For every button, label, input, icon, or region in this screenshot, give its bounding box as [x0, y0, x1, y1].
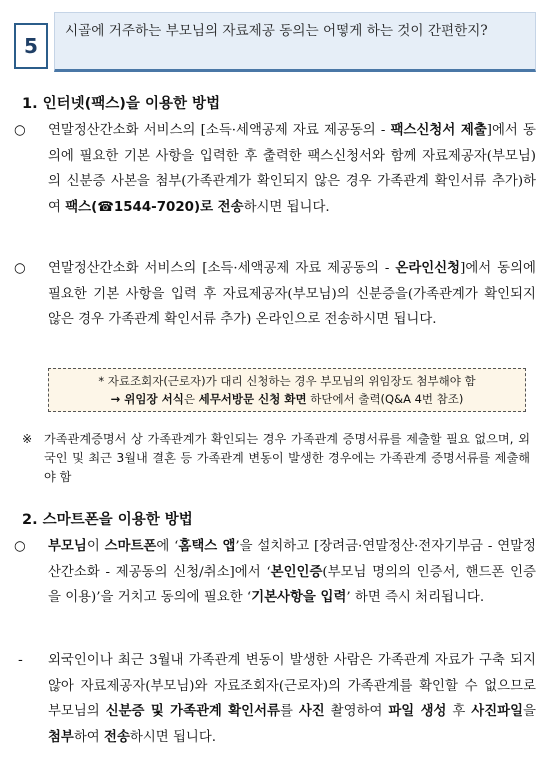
- bullet-dash: -: [18, 653, 23, 668]
- bold-segment: 위임장 서식: [124, 392, 184, 406]
- text-segment: 하시면 됩니다.: [129, 729, 217, 745]
- note-line2: [57, 390, 517, 408]
- bold-segment: 스마트폰: [104, 539, 157, 554]
- bold-segment: 본인인증: [270, 564, 323, 580]
- text-segment: 은: [183, 392, 199, 406]
- text-segment: 하시면 됩니다.: [243, 199, 330, 215]
- bold-segment: 팩스신청서 제출: [390, 123, 487, 138]
- section2-item2: [14, 648, 536, 750]
- text-segment: 를: [279, 704, 299, 719]
- bold-segment: 신분증 및 가족관계 확인서류: [105, 704, 280, 719]
- text-segment: ’을 설치하고 [장려금·연말정산·전자기부금 - 연말정산간소화 - 제공동의 신청/취소]에서 ‘: [48, 539, 536, 580]
- question-number-badge: 5: [14, 23, 48, 69]
- text-segment: ]에서 동의에 필요한 기본 사항을 입력 후 자료제공자(부모님)의 신분증을(가족관계가 확인되지 않은 경우 가족관계 확인서류 추가) 온라인으로 전송하시면 됩니다.: [48, 261, 536, 327]
- question-text: 시골에 거주하는 부모님의 자료제공 동의는 어떻게 하는 것이 간편한지?: [65, 23, 488, 39]
- section1-item2: [14, 256, 536, 333]
- footnote-text: 가족관계증명서 상 가족관계가 확인되는 경우 가족관계 증명서류를 제출할 필요 없으며, 외국인 및 최근 3월내 결혼 등 가족관계 변동이 발생한 경우에는 가족관계 증명서류를 제출해야 함: [44, 432, 530, 484]
- bold-segment: 전송: [104, 729, 130, 745]
- text-segment: 하여: [73, 729, 105, 745]
- bold-segment: 파일 생성: [388, 704, 447, 719]
- text-segment: 하단에서 출력(Q&A 4번 참조): [306, 392, 464, 406]
- bold-segment: 세무서방문 신청 화면: [198, 392, 307, 406]
- text-segment: 연말정산간소화 서비스의 [소득·세액공제 자료 제공동의 -: [48, 123, 391, 138]
- bold-segment: 팩스(☎1544-7020)로 전송: [65, 199, 244, 215]
- text-segment: 을: [523, 704, 536, 719]
- bullet-circle: ○: [14, 123, 26, 138]
- reference-mark: ※: [22, 432, 33, 446]
- note-line1: * 자료조회자(근로자)가 대리 신청하는 경우 부모님의 위임장도 첨부해야 함: [98, 374, 476, 388]
- text-segment: 연말정산간소화 서비스의 [소득·세액공제 자료 제공동의 -: [48, 261, 396, 276]
- section2-item1: [14, 534, 536, 611]
- bold-segment: 사진파일: [471, 704, 524, 719]
- bullet-circle: ○: [14, 261, 26, 276]
- bullet-circle: ○: [14, 539, 26, 554]
- text-segment: (부모님 명의의 인증서, 핸드폰 인증을 이용)’을 거치고 동의에 필요한 ‘: [48, 564, 536, 605]
- bold-segment: 첨부: [48, 729, 74, 745]
- text-segment: 외국인이나 최근 3월내 가족관계 변동이 발생한 사람은 가족관계 자료가 구축 되지 않아 자료제공자(부모님)와 자료조회자(근로자)의 가족관계를 확인할 수 없으므로 부모님의: [48, 653, 536, 719]
- bold-segment: 사진: [298, 704, 325, 719]
- bold-segment: 기본사항을 입력: [251, 590, 347, 605]
- text-segment: 에 ‘: [156, 539, 179, 554]
- bold-segment: 홈택스 앱: [178, 539, 236, 554]
- text-segment: 후: [446, 704, 472, 719]
- text-segment: ]에서 동의에 필요한 기본 사항을 입력한 후 출력한 팩스신청서와 함께 자료제공자(부모님)의 신분증 사본을 첨부(가족관계가 확인되지 않은 경우 가족관계 확인서류 추가)하여: [48, 123, 536, 215]
- text-segment: 이: [86, 539, 105, 554]
- footnote: [22, 430, 530, 487]
- bold-segment: 부모님: [48, 539, 87, 554]
- text-segment: 촬영하여: [324, 704, 389, 719]
- arrow: →: [110, 392, 125, 406]
- section1-heading: 1. 인터넷(팩스)을 이용한 방법: [22, 96, 221, 112]
- question-box: [54, 12, 536, 72]
- section1-item1: [14, 118, 536, 220]
- text-segment: ’ 하면 즉시 처리됩니다.: [346, 590, 485, 605]
- section2-heading: 2. 스마트폰을 이용한 방법: [22, 512, 193, 528]
- proxy-note-box: [48, 368, 526, 412]
- bold-segment: 온라인신청: [395, 261, 461, 276]
